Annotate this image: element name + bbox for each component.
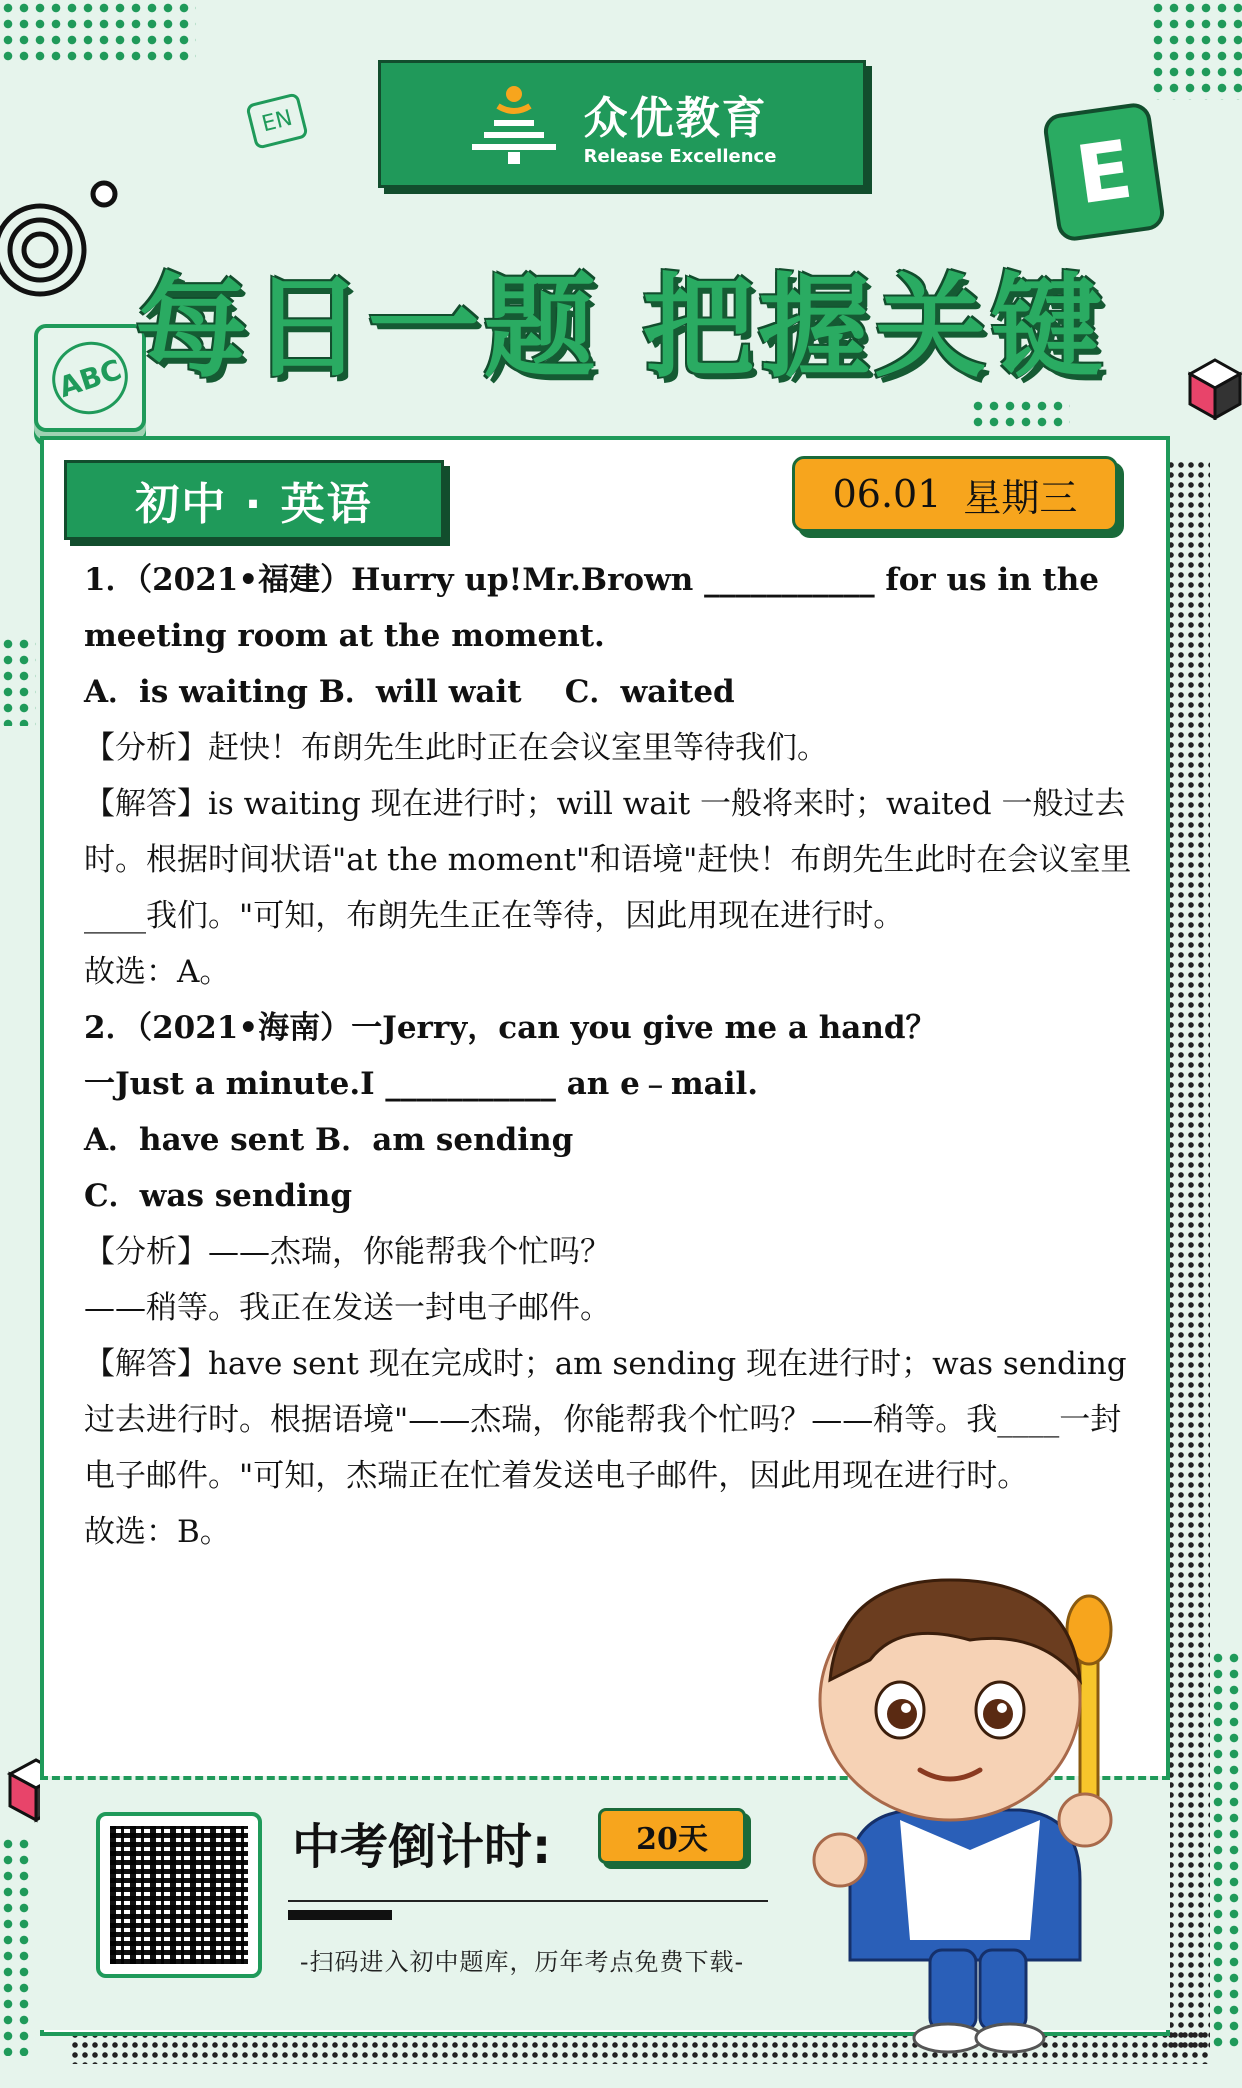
abc-book-label: ABC <box>54 352 126 404</box>
decor-dots-right-mid <box>970 398 1070 428</box>
slogan-heading: 每日一题 把握关键 <box>135 263 1107 393</box>
divider-bar <box>288 1910 392 1920</box>
date-badge <box>792 456 1118 532</box>
q1-stem: 1．（2021•福建）Hurry up!Mr.Brown ___________ for us in the meeting room at the moment. <box>84 562 1110 654</box>
q2-options-c: C．was sending <box>84 1178 353 1214</box>
countdown-days: 20天 <box>598 1808 746 1864</box>
brand-logo <box>378 60 866 188</box>
q2-answer: 故选：B。 <box>84 1514 231 1550</box>
decor-dots-top-left <box>0 0 196 64</box>
qr-code[interactable] <box>96 1812 262 1978</box>
qr-note: -扫码进入初中题库，历年考点免费下载- <box>299 1948 745 1976</box>
q2-solution: 【解答】have sent 现在完成时；am sending 现在进行时；was sending 过去进行时。根据语境"——杰瑞，你能帮我个忙吗？——稍等。我____一封电子邮件。"可知，杰瑞正在忙着发送电子邮件，因此用现在进行时。 <box>84 1346 1137 1494</box>
boy-mascot-icon <box>780 1560 1160 2060</box>
letter-e-label: E <box>1070 122 1138 222</box>
q2-stem-reply: 一Just a minute.I ___________ an e﹣mail. <box>84 1066 759 1102</box>
q1-analysis: 【分析】赶快！布朗先生此时正在会议室里等待我们。 <box>84 730 828 766</box>
tree-logo-icon <box>468 82 560 166</box>
subject-badge: 初中 · 英语 <box>64 460 444 540</box>
q2-analysis-2: ——稍等。我正在发送一封电子邮件。 <box>84 1290 611 1326</box>
q2-options-ab: A．have sent B．am sending <box>84 1122 574 1158</box>
q1-answer: 故选：A。 <box>84 954 231 990</box>
brand-name: 众优教育 <box>583 92 768 144</box>
en-badge-label: EN <box>259 105 295 137</box>
question-content <box>84 552 1144 1560</box>
decor-dots-left-mid <box>0 636 36 726</box>
q1-solution: 【解答】is waiting 现在进行时；will wait 一般将来时；waited 一般过去时。根据时间状语"at the moment"和语境"赶快！布朗先生此时在会议室里____我们。"可知，布朗先生正在等待，因此用现在进行时。 <box>84 786 1132 934</box>
card-shadow-dots <box>1166 460 1210 2050</box>
q2-stem: 2．（2021•海南）一Jerry，can you give me a hand？ <box>84 1010 937 1046</box>
decor-dots-left-bottom <box>0 1836 32 2056</box>
countdown-label: 中考倒计时: <box>292 1819 552 1875</box>
letter-e-mascot-icon <box>1042 101 1167 243</box>
brand-tagline: Release Excellence <box>583 145 777 167</box>
date-day: 06.01 <box>832 472 942 516</box>
decor-dots-right-bottom <box>1210 1650 1242 2050</box>
en-badge-icon <box>245 92 309 150</box>
q2-analysis-1: 【分析】——杰瑞，你能帮我个忙吗？ <box>84 1234 611 1270</box>
q1-options: A．is waiting B．will wait C．waited <box>84 674 735 710</box>
decor-dots-top-right <box>1150 0 1242 100</box>
date-weekday: 星期三 <box>963 475 1078 520</box>
divider-line <box>288 1900 768 1902</box>
